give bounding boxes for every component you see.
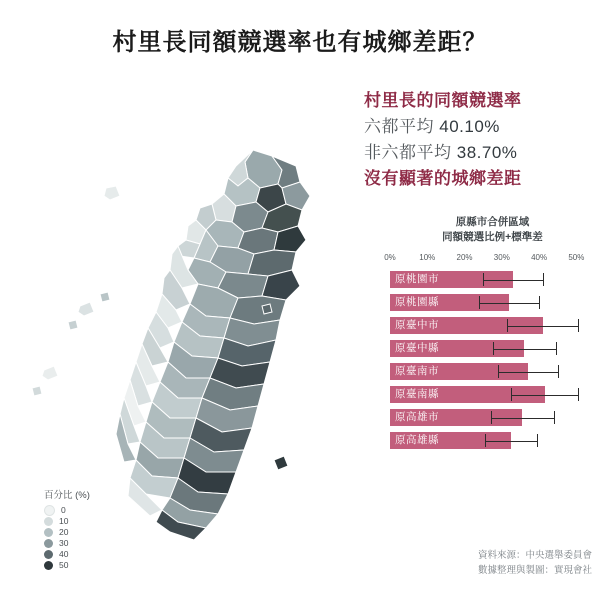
error-bar-cap bbox=[556, 342, 557, 355]
error-bar-line bbox=[483, 280, 543, 281]
error-bar-cap bbox=[539, 296, 540, 309]
legend-label: 30 bbox=[59, 538, 69, 548]
chart-x-axis bbox=[384, 253, 595, 267]
error-bar-line bbox=[491, 418, 554, 419]
error-bar-cap bbox=[493, 342, 494, 355]
error-bar-cap bbox=[558, 365, 559, 378]
legend-swatch-icon bbox=[44, 561, 53, 570]
error-bar-cap bbox=[485, 434, 486, 447]
chart-title-line-2: 同額競選比例+標準差 bbox=[442, 231, 543, 243]
headline-line-2-value: 40.10% bbox=[439, 117, 500, 136]
error-bar-cap bbox=[507, 319, 508, 332]
bar-category-label: 原臺中縣 bbox=[390, 340, 444, 357]
bar-row bbox=[390, 361, 595, 384]
bar-category-label: 原高雄縣 bbox=[390, 432, 444, 449]
error-bar-cap bbox=[543, 273, 544, 286]
bar-row bbox=[390, 315, 595, 338]
legend-swatch-icon bbox=[44, 539, 53, 548]
bar-row bbox=[390, 269, 595, 292]
error-bar-cap bbox=[511, 388, 512, 401]
legend-label: 50 bbox=[59, 560, 69, 570]
headline-line-1: 村里長的同額競選率 bbox=[364, 91, 522, 110]
error-bar-line bbox=[479, 303, 539, 304]
source-note bbox=[380, 548, 592, 578]
error-bar-line bbox=[507, 326, 578, 327]
bar-category-label: 原臺南縣 bbox=[390, 386, 444, 403]
legend-swatch-icon bbox=[44, 550, 53, 559]
error-bar-line bbox=[485, 441, 537, 442]
bar-row bbox=[390, 292, 595, 315]
chart-bars bbox=[390, 269, 595, 453]
chart-title bbox=[390, 215, 595, 245]
error-bar-line bbox=[498, 372, 558, 373]
legend-swatch-icon bbox=[44, 517, 53, 526]
legend-swatch-icon bbox=[44, 505, 55, 516]
page-title: 村里長同額競選率也有城鄉差距？ bbox=[112, 29, 488, 56]
legend-label: 20 bbox=[59, 527, 69, 537]
chart-title-line-1: 原縣市合併區域 bbox=[455, 216, 530, 228]
legend-item bbox=[44, 538, 90, 549]
legend-item bbox=[44, 527, 90, 538]
bar-category-label: 原臺南市 bbox=[390, 363, 444, 380]
bar-row bbox=[390, 407, 595, 430]
axis-tick-label: 20% bbox=[456, 253, 473, 262]
taiwan-choropleth-map bbox=[10, 70, 370, 540]
axis-tick-label: 0% bbox=[384, 253, 396, 262]
legend-label: 40 bbox=[59, 549, 69, 559]
legend-item bbox=[44, 516, 90, 527]
axis-tick-label: 50% bbox=[568, 253, 585, 262]
headline-line-3 bbox=[364, 140, 594, 166]
error-bar-cap bbox=[498, 365, 499, 378]
bar-category-label: 原桃園縣 bbox=[390, 294, 444, 311]
error-bar-cap bbox=[537, 434, 538, 447]
axis-tick-label: 30% bbox=[493, 253, 510, 262]
map-legend-title: 百分比 (%) bbox=[44, 490, 90, 501]
bar-category-label: 原臺中市 bbox=[390, 317, 444, 334]
axis-tick-label: 10% bbox=[419, 253, 436, 262]
error-bar-cap bbox=[479, 296, 480, 309]
legend-swatch-icon bbox=[44, 528, 53, 537]
headline-line-4: 沒有顯著的城鄉差距 bbox=[364, 169, 522, 188]
bar-row bbox=[390, 384, 595, 407]
headline-block bbox=[364, 88, 594, 192]
map-svg bbox=[10, 70, 370, 540]
error-bar-line bbox=[511, 395, 578, 396]
legend-item bbox=[44, 560, 90, 571]
legend-label: 10 bbox=[59, 516, 69, 526]
error-bar-cap bbox=[491, 411, 492, 424]
error-bar-cap bbox=[578, 319, 579, 332]
headline-line-2 bbox=[364, 114, 594, 140]
bar-row bbox=[390, 338, 595, 361]
headline-line-3-value: 38.70% bbox=[456, 143, 518, 162]
source-line-2: 數據整理與製圖：實現會社 bbox=[477, 565, 592, 576]
error-bar-line bbox=[493, 349, 556, 350]
headline-line-3-label: 非六都平均 bbox=[364, 143, 452, 162]
legend-item bbox=[44, 549, 90, 560]
map-regions bbox=[32, 150, 310, 540]
axis-tick-label: 40% bbox=[531, 253, 548, 262]
bar-category-label: 原高雄市 bbox=[390, 409, 444, 426]
error-bar-cap bbox=[578, 388, 579, 401]
error-bar-cap bbox=[483, 273, 484, 286]
error-bar-cap bbox=[554, 411, 555, 424]
headline-line-2-label: 六都平均 bbox=[364, 117, 434, 136]
bar-chart bbox=[384, 215, 595, 453]
source-line-1: 資料來源：中央選舉委員會 bbox=[477, 550, 592, 561]
bar-row bbox=[390, 430, 595, 453]
map-legend bbox=[44, 487, 90, 571]
legend-item bbox=[44, 505, 90, 516]
bar-category-label: 原桃園市 bbox=[390, 271, 444, 288]
legend-label: 0 bbox=[61, 505, 66, 515]
